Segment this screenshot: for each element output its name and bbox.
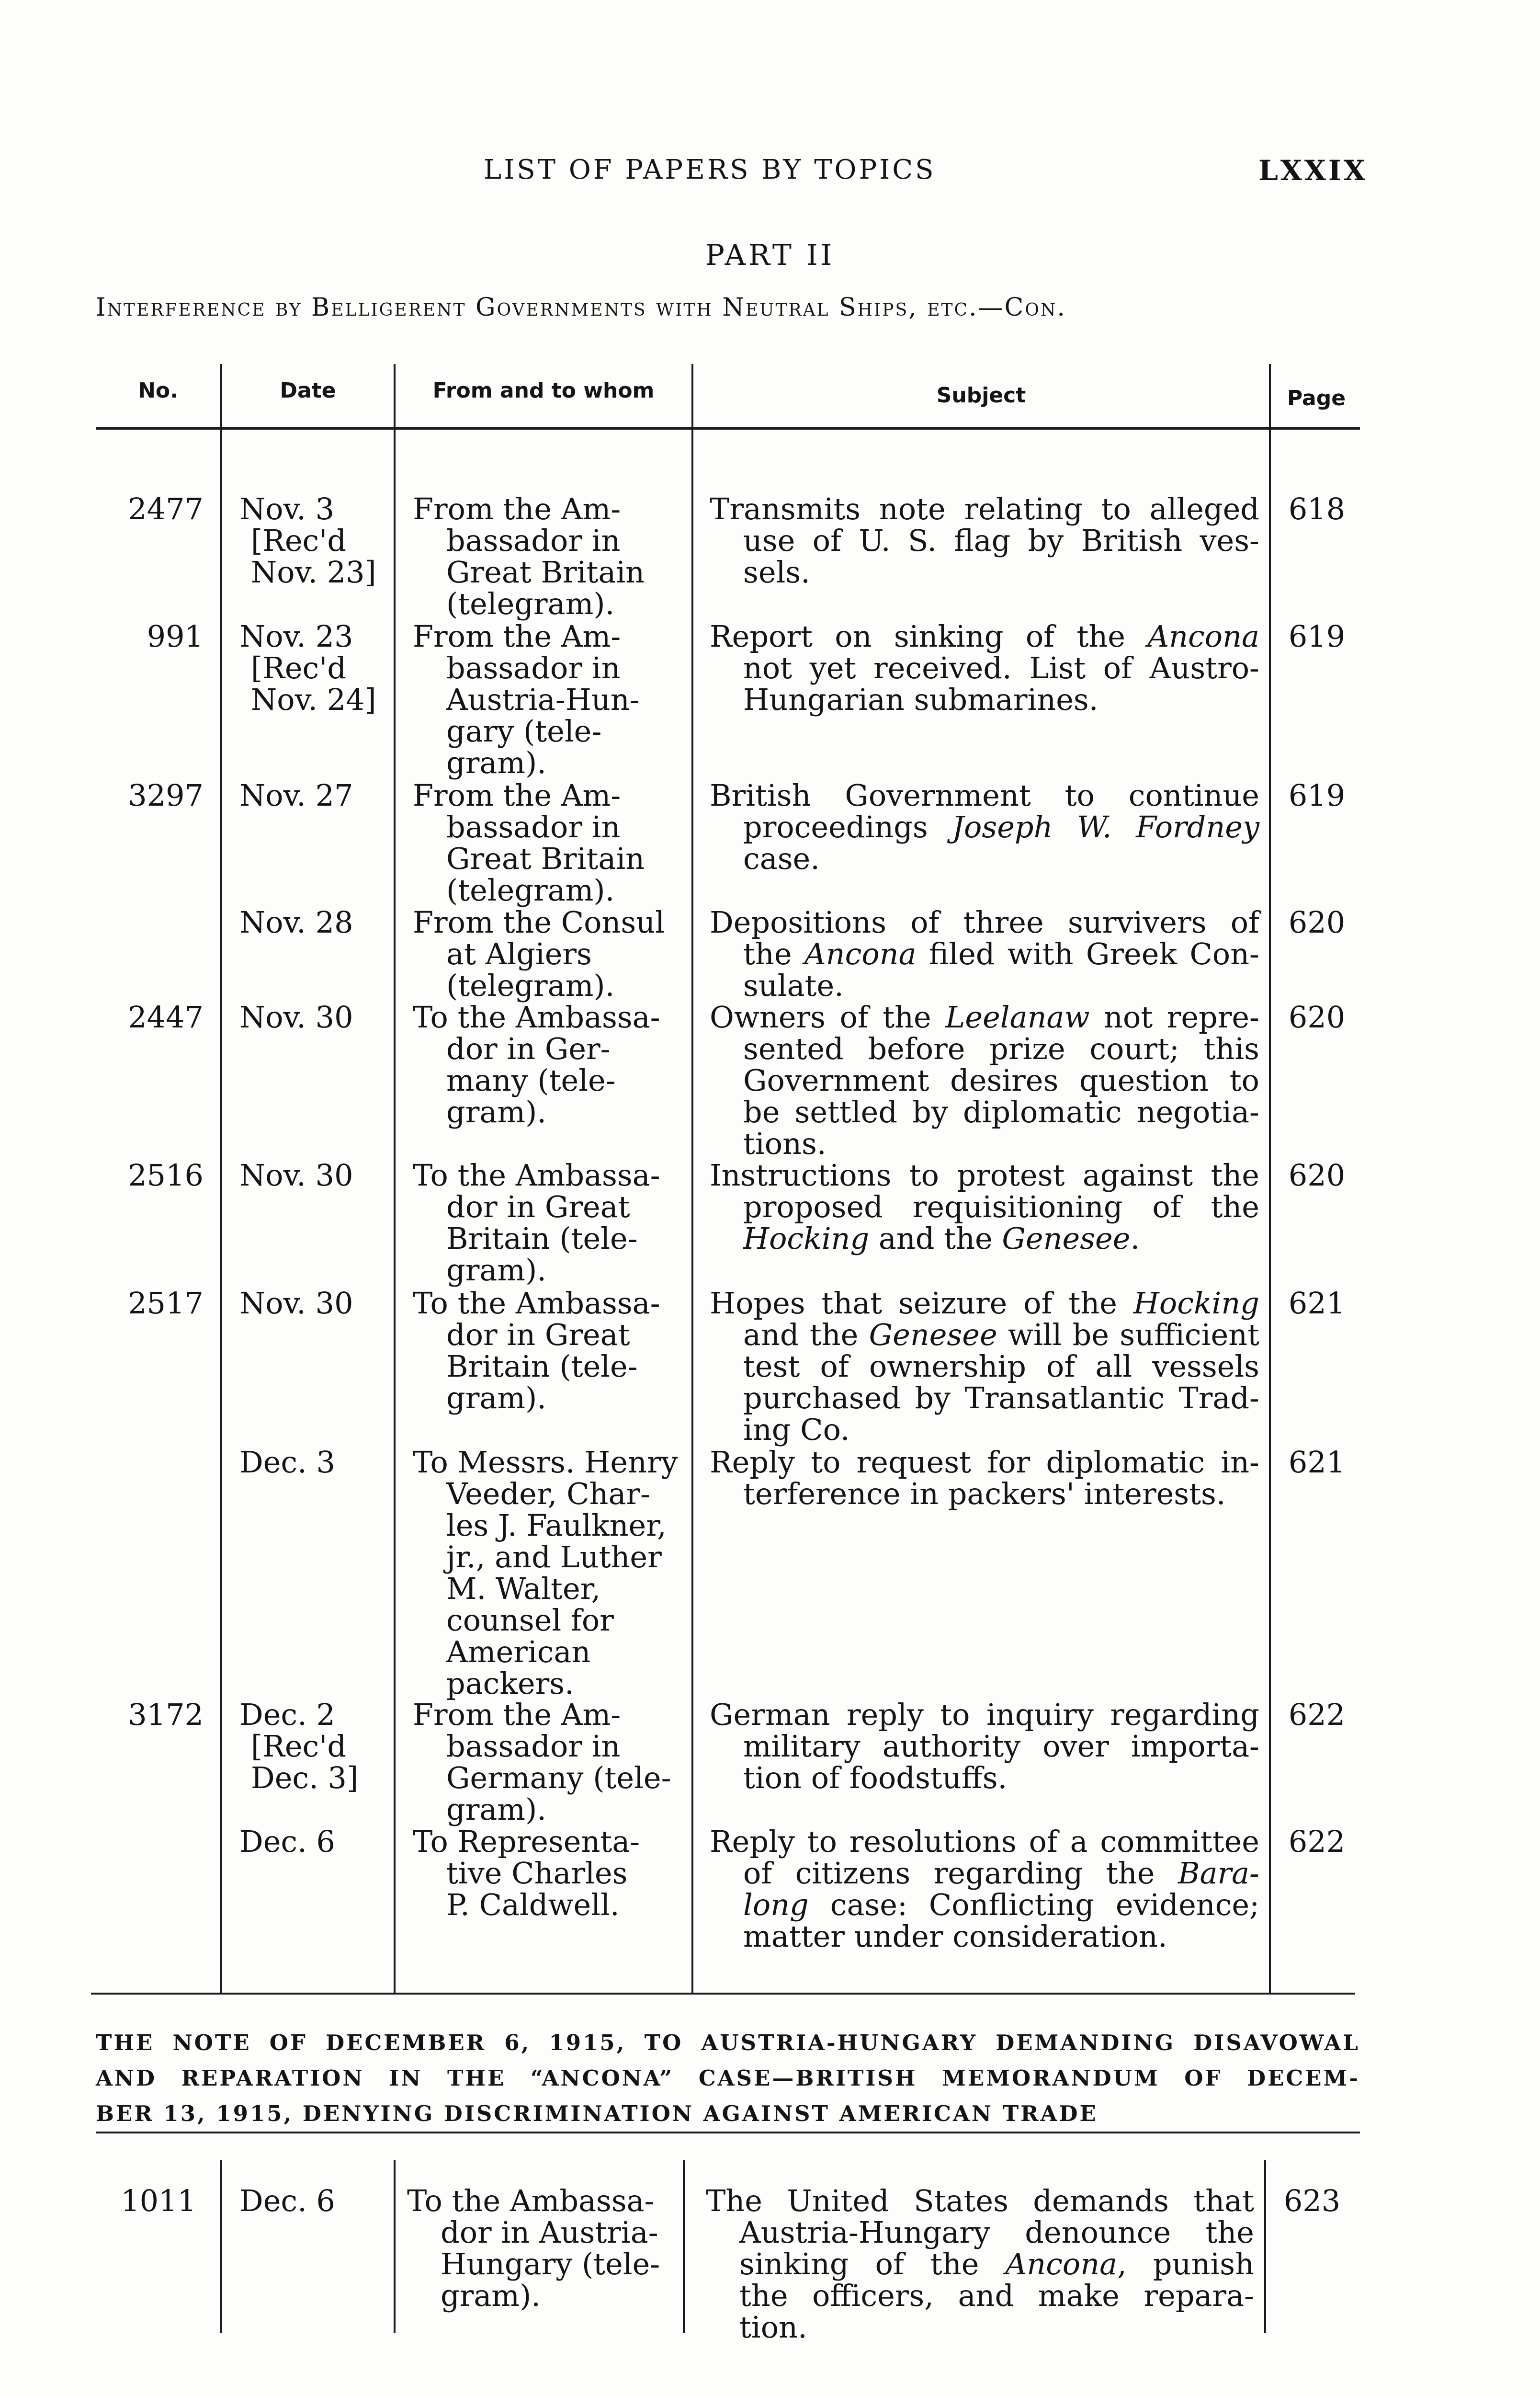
from-to-line: many (tele- [446,1063,616,1098]
row-date [239,780,393,811]
row-subject [710,493,1259,588]
from-to-line: les J. Faulkner, [446,1508,667,1543]
subject-line: sulate. [743,968,844,1003]
subject-line: of citizens regarding the Bara- [743,1856,1259,1891]
row-subject [710,621,1259,716]
column-divider [691,364,693,1993]
row-page: 620 [1288,905,1346,940]
row-subject [710,1699,1259,1794]
row-number: 1011 [121,2183,196,2218]
row-subject [710,1447,1259,1510]
from-to-line: American [446,1634,591,1669]
caption-line: THE NOTE OF DECEMBER 6, 1915, TO AUSTRIA-HUNGARY DEMANDING DISAVOWAL [96,2030,1360,2055]
row-date [239,493,393,588]
row-date [239,1002,393,1033]
subject-line: Depositions of three survivers of [710,905,1259,940]
running-head [0,154,1540,197]
row-from-to [407,2185,680,2312]
date-line: Nov. 30 [239,1000,353,1035]
from-to-line: gram). [446,1792,546,1827]
subject-line: proceedings Joseph W. Fordney [743,810,1259,844]
from-to-line: Germany (tele- [446,1760,671,1795]
subject-line: sinking of the Ancona, punish [739,2247,1254,2281]
column-header-no: No. [138,378,178,403]
row-from-to [413,1699,688,1825]
subject-line: The United States demands that [706,2183,1254,2218]
from-to-line: M. Walter, [446,1571,601,1606]
from-to-line: (telegram). [446,968,615,1003]
row-from-to [413,621,688,779]
from-to-line: To the Ambassa- [407,2183,655,2218]
from-to-line: (telegram). [446,586,615,621]
column-divider [394,364,396,1993]
subject-line: ing Co. [743,1412,850,1447]
subject-line: British Government to continue [710,778,1259,813]
row-page: 622 [1288,1697,1346,1732]
from-to-line: gram). [446,1253,546,1288]
from-to-line: packers. [446,1666,574,1701]
date-line: [Rec'd [251,523,347,558]
from-to-line: gram). [446,1095,546,1129]
row-number: 2516 [128,1158,204,1193]
row-date [239,1826,393,1858]
from-to-line: Britain (tele- [446,1349,638,1384]
subject-line: test of ownership of all vessels [743,1349,1259,1384]
row-subject [710,780,1259,875]
row-from-to [413,780,688,906]
subject-line: proposed requisitioning of the [743,1189,1259,1224]
column-divider [683,2160,685,2333]
from-to-line: From the Am- [413,491,621,526]
table-header-rule [96,427,1360,430]
subject-line: long case: Conflicting evidence; [743,1887,1259,1922]
from-to-line: dor in Great [446,1189,630,1224]
column-divider [220,364,222,1993]
row-date [239,1288,393,1319]
row-from-to [413,1160,688,1286]
from-to-line: gram). [441,2278,541,2313]
row-subject [710,1160,1259,1255]
column-header-subject: Subject [936,383,1026,408]
row-subject [710,1288,1259,1446]
date-line: Dec. 6 [239,2183,335,2218]
table-top-rule [96,2132,1360,2133]
subject-line: German reply to inquiry regarding [710,1697,1259,1732]
row-from-to [413,1447,688,1699]
subject-line: Instructions to protest against the [710,1158,1259,1193]
subject-line: Report on sinking of the Ancona [710,619,1259,654]
date-line: Nov. 27 [239,778,353,813]
from-to-line: bassador in [446,810,621,844]
from-to-line: To the Ambassa- [413,1158,660,1193]
subject-line: military authority over importa- [743,1729,1259,1764]
row-date [239,907,393,938]
subject-line: Hungarian submarines. [743,682,1098,717]
row-from-to [413,1288,688,1414]
date-line: Dec. 6 [239,1824,335,1859]
date-line: Dec. 2 [239,1697,335,1732]
subject-line: be settled by diplomatic negotia- [743,1095,1259,1129]
from-to-line: From the Am- [413,1697,621,1732]
subject-line: tion of foodstuffs. [743,1760,1008,1795]
subject-line: the officers, and make repara- [739,2278,1254,2313]
column-header-date: Date [280,378,336,403]
from-to-line: bassador in [446,523,621,558]
caption-line: BER 13, 1915, DENYING DISCRIMINATION AGAINST AMERICAN TRADE [96,2101,1098,2126]
from-to-line: bassador in [446,1729,621,1764]
from-to-line: To the Ambassa- [413,1000,660,1035]
from-to-line: To Representa- [413,1824,640,1859]
date-line: Nov. 23] [251,555,376,590]
from-to-line: Great Britain [446,555,645,590]
subject-line: use of U. S. flag by British ves- [743,523,1259,558]
row-subject [710,907,1259,1002]
subject-line: sels. [743,555,810,590]
date-line: Nov. 23 [239,619,353,654]
row-date [239,1447,393,1478]
subject-line: the Ancona filed with Greek Con- [743,936,1259,971]
from-to-line: gram). [446,745,546,780]
subject-line: Reply to request for diplomatic in- [710,1445,1259,1480]
subject-line: terference in packers' interests. [743,1476,1226,1511]
row-date [239,1699,393,1794]
from-to-line: gary (tele- [446,714,602,749]
row-number: 3172 [128,1697,204,1732]
from-to-line: dor in Austria- [441,2215,658,2250]
part-heading: PART II [705,239,835,272]
row-page: 619 [1288,778,1346,813]
row-from-to [413,1002,688,1128]
from-to-line: To Messrs. Henry [413,1445,678,1480]
from-to-line: Great Britain [446,841,645,876]
from-to-line: Hungary (tele- [441,2247,660,2281]
column-divider [1269,364,1271,1993]
from-to-line: tive Charles [446,1856,628,1891]
subject-line: Reply to resolutions of a committee [710,1824,1259,1859]
subject-line: purchased by Transatlantic Trad- [743,1380,1259,1415]
section-heading: Interference by Belligerent Governments with Neutral Ships, etc.—Con. [96,293,1066,322]
column-header-page: Page [1287,386,1346,411]
caption-line: AND REPARATION IN THE “ANCONA” CASE—BRITISH MEMORANDUM OF DECEM- [96,2065,1360,2091]
from-to-line: From the Consul [413,905,665,940]
row-subject [706,2185,1254,2343]
from-to-line: at Algiers [446,936,592,971]
from-to-line: From the Am- [413,778,621,813]
row-number: 2517 [128,1286,204,1321]
subject-line: Owners of the Leelanaw not repre- [710,1000,1259,1035]
row-page: 621 [1288,1445,1346,1480]
from-to-line: From the Am- [413,619,621,654]
row-number: 2477 [128,491,204,526]
from-to-line: To the Ambassa- [413,1286,660,1321]
date-line: Dec. 3] [251,1760,359,1795]
row-date [239,1160,393,1191]
subject-line: matter under consideration. [743,1919,1167,1954]
date-line: Dec. 3 [239,1445,335,1480]
column-header-from-to: From and to whom [432,378,655,403]
running-title: LIST OF PAPERS BY TOPICS [484,154,936,185]
table-bottom-rule [91,1993,1355,1995]
subject-line: tions. [743,1126,827,1161]
from-to-line: Austria-Hun- [446,682,640,717]
subject-line: tion. [739,2310,807,2345]
date-line: Nov. 30 [239,1158,353,1193]
from-to-line: bassador in [446,650,621,685]
subject-line: Government desires question to [743,1063,1259,1098]
subject-line: Hopes that seizure of the Hocking [710,1286,1259,1321]
from-to-line: Veeder, Char- [446,1476,651,1511]
row-page: 620 [1288,1000,1346,1035]
date-line: Nov. 30 [239,1286,353,1321]
from-to-line: dor in Great [446,1317,630,1352]
row-number: 991 [147,619,204,654]
subject-line: not yet received. List of Austro- [743,650,1259,685]
date-line: Nov. 3 [239,491,335,526]
subject-line: and the Genesee will be sufficient [743,1317,1259,1352]
row-page: 620 [1288,1158,1346,1193]
row-page: 622 [1288,1824,1346,1859]
row-page: 621 [1288,1286,1346,1321]
row-number: 3297 [128,778,204,813]
subject-line: Hocking and the Genesee. [743,1221,1140,1256]
section-caption [96,2025,1360,2132]
from-to-line: Britain (tele- [446,1221,638,1256]
row-subject [710,1002,1259,1160]
column-divider [220,2160,222,2333]
date-line: [Rec'd [251,650,347,685]
subject-line: sented before prize court; this [743,1031,1259,1066]
row-from-to [413,493,688,620]
subject-line: Austria-Hungary denounce the [739,2215,1254,2250]
subject-line: case. [743,841,820,876]
from-to-line: gram). [446,1380,546,1415]
row-number: 2447 [128,1000,204,1035]
date-line: Nov. 28 [239,905,353,940]
from-to-line: counsel for [446,1603,614,1638]
row-date [239,621,393,716]
date-line: [Rec'd [251,1729,347,1764]
row-subject [710,1826,1259,1952]
row-page: 619 [1288,619,1346,654]
column-divider [1264,2160,1266,2333]
from-to-line: jr., and Luther [446,1540,662,1574]
row-from-to [413,1826,688,1921]
row-from-to [413,907,688,1002]
from-to-line: P. Caldwell. [446,1887,620,1922]
subject-line: Transmits note relating to alleged [710,491,1259,526]
from-to-line: (telegram). [446,873,615,908]
row-page: 618 [1288,491,1346,526]
row-date [239,2185,383,2217]
row-page: 623 [1283,2183,1341,2218]
column-divider [394,2160,396,2333]
from-to-line: dor in Ger- [446,1031,611,1066]
date-line: Nov. 24] [251,682,376,717]
page-folio: LXXIX [1258,154,1368,187]
